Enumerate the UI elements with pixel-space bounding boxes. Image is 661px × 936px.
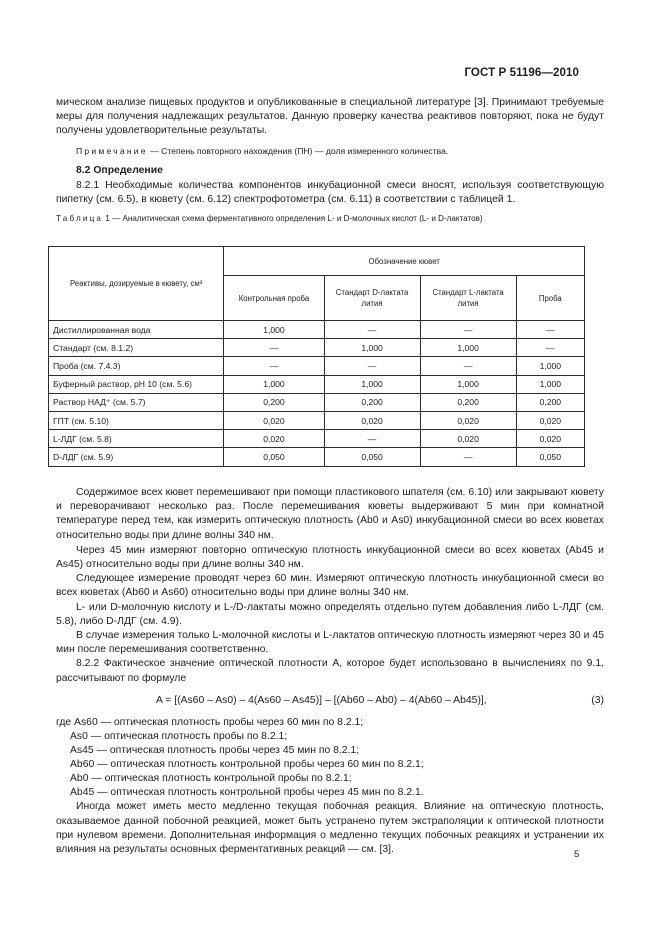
paragraph-l-only: В случае измерения только L-молочной кислоты и L-лактатов оптическую плотность измеряют через 30 и 45 мин после перемешивания соответственно.	[56, 630, 604, 656]
table-body	[49, 321, 585, 467]
volume-cell: 0,200	[516, 393, 584, 411]
definition-item: As0 — оптическая плотность пробы по 8.2.1;	[70, 730, 288, 742]
reagent-name-cell: Буферный раствор, pH 10 (см. 5.6)	[49, 375, 224, 393]
table-row	[49, 430, 585, 448]
volume-cell: 1,000	[324, 339, 420, 357]
volume-cell: —	[224, 339, 324, 357]
volume-cell: 0,200	[324, 393, 420, 411]
page-number: 5	[574, 849, 580, 860]
reagent-name-cell: Раствор НАД⁺ (см. 5.7)	[49, 393, 224, 411]
reagent-name-cell: D-ЛДГ (см. 5.9)	[49, 448, 224, 466]
volume-cell: 1,000	[516, 375, 584, 393]
volume-cell: —	[420, 357, 516, 375]
table-row	[49, 321, 585, 339]
volume-cell: —	[324, 321, 420, 339]
volume-cell: 1,000	[420, 339, 516, 357]
group-header: Обозначение кювет	[224, 247, 585, 276]
reagent-name-cell: Стандарт (см. 8.1.2)	[49, 339, 224, 357]
paragraph-8-2-2: 8.2.2 Фактическое значение оптической плотности А, которое будет использовано в вычислениях по 9.1, рассчитывают по формуле	[56, 658, 604, 684]
note	[56, 144, 604, 158]
definition-item: As45 — оптическая плотность пробы через 45 мин по 8.2.1;	[70, 745, 360, 757]
table-row	[49, 357, 585, 375]
volume-cell: —	[516, 339, 584, 357]
table-wrapper	[40, 246, 585, 467]
paragraph-60-min: Следующее измерение проводят через 60 мин. Измеряют оптическую плотность инкубационной смеси во всех кюветах (Ab60 и As60) относительно воды при длине волны 340 нм.	[56, 573, 604, 599]
col-header-control: Контрольная проба	[224, 276, 324, 321]
table-row	[49, 339, 585, 357]
volume-cell: 0,020	[324, 411, 420, 429]
paragraph-side-reaction: Иногда может иметь место медленно текущая побочная реакция. Влияние на оптическую плотность, оказываемое данной побочной реакцией, может быть устранено путем экстраполяции к оптической плотности при нулевом времени. Дополнительная информация о медленно текущих побочных реакциях и устранении их влияния на результаты основных ферментативных реакций — см. [3].	[56, 801, 604, 856]
volume-cell: 0,020	[224, 430, 324, 448]
volume-cell: 0,020	[516, 430, 584, 448]
note-label: Примечание	[76, 145, 148, 156]
reagent-name-cell: ГПТ (см. 5.10)	[49, 411, 224, 429]
definition-item: где As60 — оптическая плотность пробы через 60 мин по 8.2.1;	[56, 716, 364, 728]
definition-item: Ab45 — оптическая плотность контрольной пробы через 45 мин по 8.2.1.	[70, 787, 424, 799]
volume-cell: 0,200	[224, 393, 324, 411]
definitions-list	[56, 716, 604, 801]
reagent-name-cell: Проба (см. 7.4.3)	[49, 357, 224, 375]
after-table-text	[56, 486, 604, 857]
paragraph-45-min: Через 45 мин измеряют повторно оптическую плотность инкубационной смеси во всех кюветах (Ab45 и As45) относительно воды при длине волны 340 нм.	[56, 544, 604, 571]
volume-cell: —	[420, 321, 516, 339]
table-caption	[56, 212, 604, 226]
table-caption-label: Таблица	[56, 214, 104, 224]
volume-cell: 0,050	[224, 448, 324, 466]
volume-cell: 1,000	[224, 321, 324, 339]
reagent-table	[48, 246, 585, 467]
main-text	[56, 96, 604, 227]
volume-cell: —	[324, 357, 420, 375]
table-row	[49, 448, 585, 466]
paragraph-8-2-1: 8.2.1 Необходимые количества компонентов инкубационной смеси вносят, используя соответствующую пипетку (см. 6.5), в кювету (см. 6.12) спектрофотометра (см. 6.11) в соответствии с таблицей 1.	[56, 180, 604, 206]
volume-cell: 0,020	[420, 411, 516, 429]
col-header-d-standard: Стандарт D-лактата лития	[324, 276, 420, 321]
volume-cell: 0,020	[420, 430, 516, 448]
table-header-row	[49, 247, 585, 276]
volume-cell: 1,000	[324, 375, 420, 393]
table-row	[49, 393, 585, 411]
note-text: — Степень повторного нахождения (ПН) — доля измеренного количества.	[147, 145, 449, 156]
volume-cell: —	[516, 321, 584, 339]
formula-block	[56, 690, 604, 712]
volume-cell: —	[420, 448, 516, 466]
volume-cell: 0,050	[324, 448, 420, 466]
volume-cell: 0,020	[224, 411, 324, 429]
definition-item: Ab0 — оптическая плотность контрольной пробы по 8.2.1;	[70, 773, 352, 785]
col-header-reagents: Реактивы, дозируемые в кювету, см³	[49, 247, 224, 321]
volume-cell: —	[224, 357, 324, 375]
paragraph-mixing: Содержимое всех кювет перемешивают при помощи пластикового шпателя (см. 6.10) или закрывают кювету и переворачивают несколько раз. После перемешивания кюветы выдерживают 5 мин при комнатной температуре перед тем, как измерить оптическую плотность (Ab0 и As0) инкубационной смеси во всех кюветах относительно воды при длине волны 340 нм.	[56, 487, 604, 541]
definition-item: Ab60 — оптическая плотность контрольной пробы через 60 мин по 8.2.1;	[70, 759, 424, 771]
table-row	[49, 411, 585, 429]
reagent-name-cell: L-ЛДГ (см. 5.8)	[49, 430, 224, 448]
volume-cell: 0,050	[516, 448, 584, 466]
volume-cell: 0,200	[420, 393, 516, 411]
formula-3: A = [(As60 – As0) – 4(As60 – As45)] – [(Ab60 – Ab0) – 4(Ab60 – Ab45)],	[156, 694, 487, 706]
col-header-sample: Проба	[516, 276, 584, 321]
volume-cell: 0,020	[516, 411, 584, 429]
table-caption-text: 1 — Аналитическая схема ферментативного определения L- и D-молочных кислот (L- и D-лактатов)	[103, 214, 483, 224]
volume-cell: 1,000	[516, 357, 584, 375]
formula-number: (3)	[591, 694, 604, 706]
paragraph-l-d: L- или D-молочную кислоту и L-/D-лактаты можно определять отдельно путем добавления либо L-ЛДГ (см. 5.8), либо D-ЛДГ (см. 4.9).	[56, 601, 604, 627]
section-heading: 8.2 Определение	[76, 164, 163, 176]
volume-cell: 1,000	[420, 375, 516, 393]
col-header-l-standard: Стандарт L-лактата лития	[420, 276, 516, 321]
volume-cell: —	[324, 430, 420, 448]
reagent-name-cell: Дистиллированная вода	[49, 321, 224, 339]
document-number: ГОСТ Р 51196—2010	[464, 67, 579, 79]
intro-paragraph: мическом анализе пищевых продуктов и опубликованные в специальной литературе [3]. Принимают требуемые меры для получения надлежащих результатов. Данную проверку качества реактивов повторяют, пока не будут получены удовлетворительные результаты.	[56, 97, 604, 137]
volume-cell: 1,000	[224, 375, 324, 393]
table-row	[49, 375, 585, 393]
